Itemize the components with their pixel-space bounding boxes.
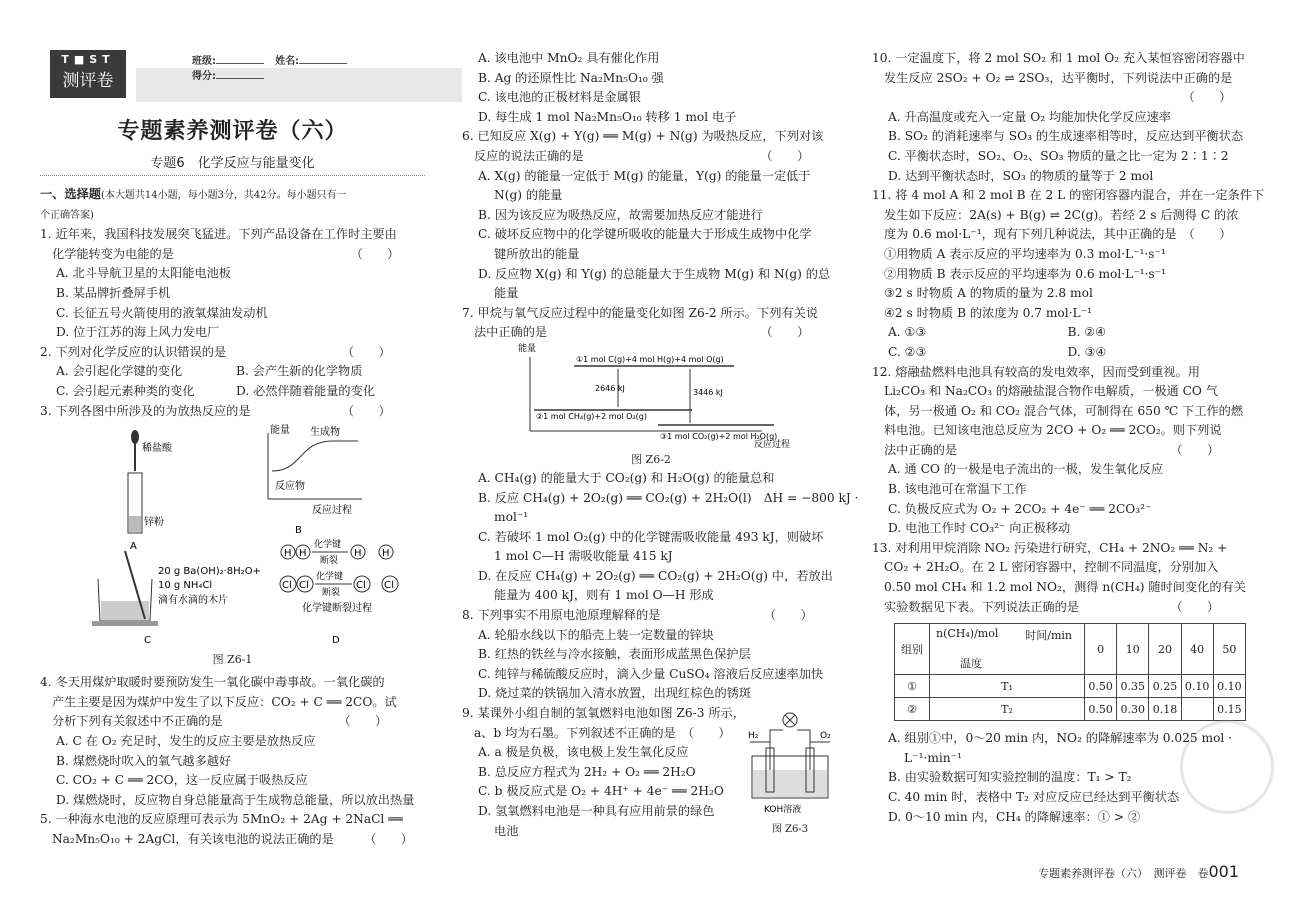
bond-label-2: 化学键 — [316, 572, 344, 583]
q2-options-row-2 — [40, 382, 425, 402]
table-cell: 0.10 — [1213, 675, 1245, 698]
footer-text: 专题素养测评卷（六） 测评卷 卷 — [1037, 867, 1209, 880]
table-cell: 0.50 — [1085, 698, 1117, 721]
q-line: A. CH₄(g) 的能量大于 CO₂(g) 和 H₂O(g) 的能量总和 — [478, 470, 775, 485]
questions-10-11 — [872, 49, 1265, 323]
q-line: C. 破坏反应物中的化学键所吸收的能量大于形成生成物中化学 — [478, 227, 812, 242]
table-cell: ② — [895, 698, 930, 721]
q11-option-b: B. ②④ — [1067, 325, 1107, 340]
q-line: A. 轮船水线以下的船壳上装一定数量的锌块 — [478, 627, 714, 642]
name-blank — [299, 63, 347, 64]
q-line: B. 红热的铁丝与冷水接触，表面形成蓝黑色保护层 — [478, 647, 751, 662]
fig3-koh-label: KOH溶液 — [764, 805, 802, 815]
fig-a-letter: A — [130, 541, 137, 553]
q-line: A. X(g) 的能量一定低于 M(g) 的能量，Y(g) 的能量一定低于 — [478, 168, 811, 183]
q-line: a、b 均为石墨。下列叙述不正确的是 （ ） — [474, 725, 731, 740]
fig-b-reactant: 反应物 — [275, 481, 305, 493]
table-cell: 0.15 — [1213, 698, 1245, 721]
q-line: 法中正确的是 （ ） — [884, 442, 1220, 457]
table-cell: 0.18 — [1149, 698, 1181, 721]
fig-b-product: 生成物 — [310, 427, 340, 439]
q-line: ②用物质 B 表示反应的平均速率为 0.6 mol·L⁻¹·s⁻¹ — [884, 266, 1166, 281]
q-line: D. 反应物 X(g) 和 Y(g) 的总能量大于生成物 M(g) 和 N(g) 的总 — [478, 266, 831, 281]
h-atom-2: H — [299, 548, 307, 560]
q11-options-row-2 — [872, 343, 1247, 363]
q-line: 能量 — [478, 286, 519, 301]
q-line: ③2 s 时物质 A 的物质的量为 2.8 mol — [884, 286, 1093, 301]
class-blank — [216, 63, 264, 64]
fig-d-letter: D — [332, 635, 340, 647]
table-cell: ① — [895, 675, 930, 698]
q-line: 13. 对利用甲烷消除 NO₂ 污染进行研究，CH₄ + 2NO₂ ══ N₂ + — [872, 540, 1228, 555]
q-line: B. 某品牌折叠屏手机 — [56, 285, 171, 300]
q-line: 分析下列有关叙述中不正确的是 （ ） — [52, 714, 388, 729]
table-cell: T₁ — [930, 675, 1085, 698]
figure-z6-2-svg — [462, 343, 840, 451]
q2-option-b: B. 会产生新的化学物质 — [236, 364, 363, 379]
fig-b-letter: B — [295, 525, 302, 537]
test-badge — [50, 50, 126, 98]
q-line: B. 煤燃烧时吹入的氧气越多越好 — [56, 753, 232, 768]
header-fields — [192, 52, 425, 82]
q-line: 12. 熔融盐燃料电池具有较高的发电效率，因而受到重视。用 — [872, 364, 1200, 379]
q-line: 电池 — [478, 823, 519, 838]
q-line: 10. 一定温度下，将 2 mol SO₂ 和 1 mol O₂ 充入某恒容密闭容器中 — [872, 51, 1245, 65]
q-line: B. 总反应方程式为 2H₂ + O₂ ══ 2H₂O — [478, 764, 696, 779]
q-line: （ ） — [884, 90, 1232, 105]
q2-option-a: A. 会引起化学键的变化 — [56, 364, 183, 379]
q-line: B. SO₂ 的消耗速率与 SO₃ 的生成速率相等时，反应达到平衡状态 — [888, 129, 1244, 144]
table-time-cell: 0 — [1085, 624, 1117, 675]
page-subtitle: 专题6 化学反应与能量变化 — [150, 156, 315, 171]
q-line: 5. 一种海水电池的反应原理可表示为 5MnO₂ + 2Ag + 2NaCl ══ — [40, 812, 403, 827]
q-line: C. 纯锌与稀硫酸反应时，滴入少量 CuSO₄ 溶液后反应速率加快 — [478, 666, 824, 681]
q-line: C. 40 min 时，表格中 T₂ 对应反应已经达到平衡状态 — [888, 790, 1180, 804]
q-line: B. Ag 的还原性比 Na₂Mn₅O₁₀ 强 — [478, 70, 664, 85]
table-row — [895, 698, 1246, 721]
fig-c-label-2: 10 g NH₄Cl — [158, 580, 213, 592]
q-line: 9. 某课外小组自制的氢氧燃料电池如图 Z6-3 所示， — [462, 706, 745, 721]
fig-a-label-2: 锌粉 — [144, 517, 164, 529]
q2-options-row-1 — [40, 362, 425, 382]
fig2-energy-1: 2646 kJ — [595, 383, 625, 393]
q-line: 2. 下列对化学反应的认识错误的是 （ ） — [40, 344, 391, 359]
figure-z6-1-caption: 图 Z6-1 — [212, 653, 253, 667]
table-cell — [1181, 698, 1213, 721]
q-line: A. 北斗导航卫星的太阳能电池板 — [56, 266, 231, 281]
q-line: C. 负极反应式为 O₂ + 2CO₂ + 4e⁻ ══ 2CO₃²⁻ — [888, 501, 1152, 516]
q2-option-c: C. 会引起元素种类的变化 — [56, 383, 195, 398]
q-line: D. 达到平衡状态时，SO₃ 的物质的量等于 2 mol — [888, 168, 1154, 183]
q11-options-row-1 — [872, 323, 1247, 343]
table-cell: 0.10 — [1181, 675, 1213, 698]
q-line: 实验数据见下表。下列说法正确的是 （ ） — [884, 599, 1220, 614]
fig2-x-label: 反应过程 — [754, 439, 791, 450]
cl-atom-3: Cl — [356, 580, 366, 592]
name-label: 姓名: — [275, 56, 300, 67]
q-line: B. 由实验数据可知实验控制的温度：T₁ > T₂ — [888, 770, 1132, 785]
q-line: 发生如下反应：2A(s) + B(g) ⇌ 2C(g)。若经 2 s 后测得 C 的浓 — [884, 207, 1239, 222]
break-label-1: 断裂 — [320, 556, 339, 567]
table-cell: 0.25 — [1149, 675, 1181, 698]
page-number: 001 — [1208, 862, 1239, 881]
page-footer — [1038, 862, 1239, 881]
q-line: A. a 极是负极，该电极上发生氧化反应 — [478, 745, 689, 760]
figure-z6-3 — [740, 708, 840, 838]
table-header-temp: 温度 — [960, 657, 982, 671]
fig2-level-3: ③1 mol CO₂(g)+2 mol H₂O(g) — [660, 431, 778, 441]
fig3-h2-label: H₂ — [748, 731, 759, 741]
figure-z6-2-caption: 图 Z6-2 — [631, 452, 671, 466]
questions-1-2 — [40, 225, 425, 362]
bond-label-1: 化学键 — [314, 540, 342, 551]
q-line: 7. 甲烷与氧气反应过程中的能量变化如图 Z6-2 所示。下列有关说 — [462, 305, 819, 320]
column-3-body — [872, 49, 1265, 827]
q-line: D. 位于江苏的海上风力发电厂 — [56, 325, 220, 340]
q-line: B. 反应 CH₄(g) + 2O₂(g) ══ CO₂(g) + 2H₂O(l) ΔH = −800 kJ · — [478, 490, 859, 505]
page-title: 专题素养测评卷（六） — [117, 119, 348, 144]
q-line: 8. 下列事实不用原电池原理解释的是 （ ） — [462, 608, 813, 623]
q-line: A. C 在 O₂ 充足时，发生的反应主要是放热反应 — [56, 733, 316, 748]
q-line: 键所放出的能量 — [478, 246, 580, 261]
q-line: 化学能转变为电能的是 （ ） — [52, 246, 400, 261]
table-cell: 0.30 — [1117, 698, 1149, 721]
q-line: 6. 已知反应 X(g) + Y(g) ══ M(g) + N(g) 为吸热反应，下列对该 — [462, 129, 824, 144]
q-line: 0.50 mol CH₄ 和 1.2 mol NO₂，测得 n(CH₄) 随时间变化的有关 — [884, 580, 1246, 595]
question-3: 3. 下列各图中所涉及的为放热反应的是 （ ） — [40, 403, 391, 418]
q-line: 1. 近年来，我国科技发展突飞猛进。下列产品设备在工作时主要由 — [40, 227, 397, 242]
q11-option-c: C. ②③ — [888, 344, 927, 359]
table-cell: 0.35 — [1117, 675, 1149, 698]
fig2-level-2: ②1 mol CH₄(g)+2 mol O₂(g) — [536, 411, 647, 421]
badge-top-text: T■ST — [61, 53, 115, 66]
q-line: C. 平衡状态时，SO₂、O₂、SO₃ 物质的量之比一定为 2∶1∶2 — [888, 148, 1229, 163]
table-header-diagonal — [930, 624, 1085, 675]
fig-c-label-3: 滴有水滴的木片 — [158, 595, 228, 607]
q-line: 能量为 400 kJ，则有 1 mol O—H 形成 — [478, 588, 714, 603]
fig3-o2-label: O₂ — [820, 731, 831, 741]
table-header-time: 时间/min — [1025, 629, 1072, 643]
q-line: 发生反应 2SO₂ + O₂ ⇌ 2SO₃，达平衡时，下列说法中正确的是 — [884, 70, 1233, 85]
questions-4-5 — [40, 673, 425, 849]
q-line: Li₂CO₃ 和 Na₂CO₃ 的熔融盐混合物作电解质，一极通 CO 气 — [884, 384, 1218, 399]
figure-z6-1 — [40, 421, 425, 651]
fig2-level-1: ①1 mol C(g)+4 mol H(g)+4 mol O(g) — [576, 354, 724, 364]
fig-c-beaker-icon — [92, 551, 158, 626]
q-line: mol⁻¹ — [478, 510, 529, 525]
fig-c-letter: C — [144, 635, 151, 647]
q2-option-d: D. 必然伴随着能量的变化 — [236, 383, 375, 398]
q-line: B. 因为该反应为吸热反应，故需要加热反应才能进行 — [478, 207, 763, 222]
q-line: 法中正确的是 （ ） — [474, 325, 810, 340]
q-line: 体，另一极通 O₂ 和 CO₂ 混合气体，可制得在 650 ℃ 下工作的燃 — [884, 403, 1244, 418]
q-line: 产生主要是因为煤炉中发生了以下反应：CO₂ + C ══ 2CO。试 — [52, 694, 397, 709]
h-atom-3: H — [354, 548, 362, 560]
q-line: 1 mol C—H 需吸收能量 415 kJ — [478, 549, 673, 564]
table-row — [895, 675, 1246, 698]
fig-a-label-1: 稀盐酸 — [142, 443, 172, 455]
cl-atom-1: Cl — [282, 580, 292, 592]
q-line: D. 氢氧燃料电池是一种具有应用前景的绿色 — [478, 804, 715, 818]
score-blank — [216, 78, 264, 79]
badge-bottom-text: 测评卷 — [62, 71, 114, 91]
q-line: ①用物质 A 表示反应的平均速率为 0.3 mol·L⁻¹·s⁻¹ — [884, 246, 1166, 261]
h-atom-4: H — [382, 548, 390, 560]
fig-b-x-label: 反应过程 — [312, 505, 352, 517]
q-line: N(g) 的能量 — [478, 188, 563, 203]
fig2-y-label: 能量 — [518, 343, 537, 354]
fig-d-bonds-icon — [280, 545, 398, 592]
questions-5-7 — [462, 49, 840, 343]
q-line: Na₂Mn₅O₁₀ + 2AgCl，有关该电池的说法正确的是 （ ） — [52, 831, 413, 846]
q-line: D. 煤燃烧时，反应物自身总能量高于生成物总能量，所以放出热量 — [56, 792, 415, 807]
column-1-body — [40, 185, 425, 849]
q-line: C. 该电池的正极材料是金属银 — [478, 90, 641, 105]
fig-d-caption: 化学键断裂过程 — [302, 603, 372, 615]
section-note: (本大题共14小题，每小题3分，共42分。每小题只有一 — [100, 190, 347, 201]
q-line: A. 组别①中，0～20 min 内，NO₂ 的降解速率为 0.025 mol · — [888, 731, 1233, 746]
table-cell: T₂ — [930, 698, 1085, 721]
q-line: C. CO₂ + C ══ 2CO，这一反应属于吸热反应 — [56, 773, 308, 788]
table-header-n: n(CH₄)/mol — [936, 627, 999, 641]
q-line: L⁻¹·min⁻¹ — [888, 750, 962, 765]
fig-b-y-label: 能量 — [270, 425, 290, 437]
q-line: A. 通 CO 的一极是电子流出的一极，发生氧化反应 — [888, 462, 1164, 477]
q-line: 4. 冬天用煤炉取暖时要预防发生一氧化碳中毒事故。一氧化碳的 — [40, 675, 385, 690]
q-line: C. 若破坏 1 mol O₂(g) 中的化学键需吸收能量 493 kJ，则破坏 — [478, 529, 824, 544]
q-line: D. 电池工作时 CO₃²⁻ 向正极移动 — [888, 521, 1071, 536]
questions-12-13 — [872, 363, 1247, 618]
class-label: 班级: — [192, 56, 216, 67]
q11-option-a: A. ①③ — [888, 325, 927, 340]
fig-c-label-1: 20 g Ba(OH)₂·8H₂O+ — [158, 566, 261, 578]
cl-atom-4: Cl — [384, 580, 394, 592]
q-line: ④2 s 时物质 B 的浓度为 0.7 mol·L⁻¹ — [884, 305, 1092, 320]
table-header-group: 组别 — [895, 624, 930, 675]
cl-atom-2: Cl — [299, 580, 309, 592]
score-label: 得分: — [192, 71, 216, 82]
watermark-seal — [1180, 720, 1274, 814]
q-line: D. 每生成 1 mol Na₂Mn₅O₁₀ 转移 1 mol 电子 — [478, 109, 737, 124]
table-cell: 0.50 — [1085, 675, 1117, 698]
section-note-2: 个正确答案) — [40, 209, 94, 221]
q-line: 11. 将 4 mol A 和 2 mol B 在 2 L 的密闭容器内混合，并在一定条件下 — [872, 188, 1265, 203]
q-line: 反应的说法正确的是 （ ） — [474, 148, 810, 163]
fig2-energy-2: 3446 kJ — [693, 387, 723, 397]
figure-z6-3-svg — [740, 708, 840, 818]
q11-option-d: D. ③④ — [1067, 344, 1107, 359]
data-table — [894, 623, 1246, 721]
title-divider — [40, 175, 425, 177]
q-line: C. b 极反应式是 O₂ + 4H⁺ + 4e⁻ ══ 2H₂O — [478, 784, 724, 799]
table-time-cell: 10 — [1117, 624, 1149, 675]
q-line: 料电池。已知该电池总反应为 2CO + O₂ ══ 2CO₂。则下列说 — [884, 423, 1222, 438]
break-label-2: 断裂 — [322, 588, 341, 599]
q-line: C. 长征五号火箭使用的液氧煤油发动机 — [56, 305, 268, 320]
q-line: CO₂ + 2H₂O。在 2 L 密闭容器中，控制不同温度，分别加入 — [884, 560, 1219, 575]
h-atom-1: H — [284, 548, 292, 560]
figure-z6-3-caption: 图 Z6-3 — [771, 824, 809, 835]
q-line: A. 升高温度或充入一定量 O₂ 均能加快化学反应速率 — [888, 109, 1171, 124]
q-line: A. 该电池中 MnO₂ 具有催化作用 — [478, 51, 660, 65]
table-time-cell: 20 — [1149, 624, 1181, 675]
q-line: D. 在反应 CH₄(g) + 2O₂(g) ══ CO₂(g) + 2H₂O(g) 中，若放出 — [478, 568, 833, 583]
fig-a-tube-icon — [128, 430, 142, 533]
q-line: D. 0～10 min 内，CH₄ 的降解速率：① > ② — [888, 809, 1141, 824]
figure-z6-1-svg — [40, 421, 425, 651]
table-time-cell: 50 — [1213, 624, 1245, 675]
section-heading: 一、选择题 — [40, 187, 101, 201]
figure-z6-2 — [462, 343, 840, 451]
q-line: D. 烧过菜的铁锅加入清水放置，出现红棕色的锈斑 — [478, 686, 752, 701]
table-time-cell: 40 — [1181, 624, 1213, 675]
q-line: B. 该电池可在常温下工作 — [888, 482, 1027, 497]
q-line: 度为 0.6 mol·L⁻¹，现有下列几种说法，其中正确的是 （ ） — [884, 227, 1232, 242]
